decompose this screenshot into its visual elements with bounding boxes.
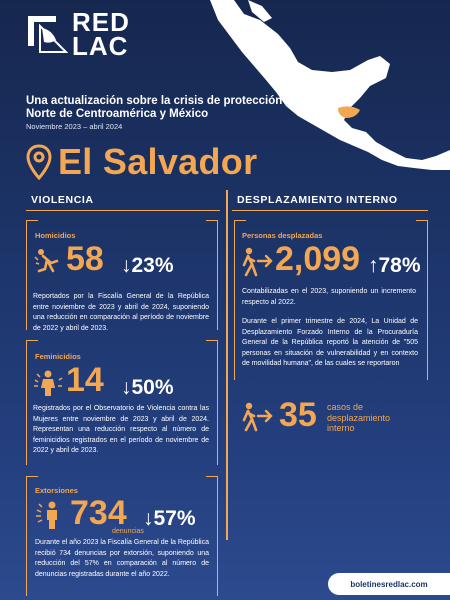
person-threat-icon — [35, 500, 65, 530]
desplazadas-label: Personas desplazadas — [242, 231, 323, 240]
procuraduria-description: Durante el primer trimestre de 2024, La Unidad de Desplazamiento Forzado Interno de la Procuraduría General de la República reportó la atención de "505 personas en situación de vulnerabilidad y en contexto de movilidad humana", de las cuales se reportaron — [242, 318, 418, 368]
extorsiones-unit: denuncias — [112, 528, 144, 535]
redlac-logo — [26, 7, 146, 61]
person-walking-arrow-icon — [240, 402, 274, 432]
brand-line-2: LAC — [72, 31, 129, 61]
homicidios-description: Reportados por la Fiscalía General de la República entre noviembre de 2023 y abril de 2024, suponiendo una reducción en comparación al período de noviembre de 2022 y abril de 2023. — [33, 293, 209, 332]
casos-caption: casos de desplazamiento interno — [327, 402, 391, 433]
person-walking-arrow-icon — [240, 247, 274, 277]
homicidios-change: ↓23% — [121, 254, 174, 277]
woman-victim-icon — [33, 368, 63, 398]
feminicidios-number: 14 — [66, 361, 104, 399]
section-title-desplazamiento: DESPLAZAMIENTO INTERNO — [237, 194, 398, 206]
country-title — [26, 140, 257, 184]
extorsiones-label: Extorsiones — [35, 486, 78, 495]
desplazadas-description: Contabilizadas en el 2023, suponiendo un incremento respecto al 2022. — [242, 288, 416, 306]
desplazadas-number: 2,099 — [275, 240, 361, 278]
feminicidios-description: Registrados por el Observatorio de Violencia contra las Mujeres entre noviembre de 2023 y abril de 2024. Representan una reducción respecto al número de feminicidios registrados en el período de noviembre de 2022 y abril de 2023. — [33, 405, 209, 455]
feminicidios-label: Feminicidios — [35, 352, 81, 361]
desplazadas-change: ↑78% — [368, 254, 421, 277]
divider — [26, 210, 220, 211]
country-name: El Salvador — [58, 141, 258, 182]
brand-line-1: RED — [72, 7, 130, 37]
extorsiones-number: 734 — [70, 494, 127, 532]
extorsiones-description: Durante el año 2023 la Fiscalía General de la República recibió 734 denuncias por extorsión, suponiendo una reducción del 57% en comparación al número de denuncias registradas durante el año 2022. — [35, 539, 209, 578]
homicidios-number: 58 — [66, 240, 104, 278]
casos-number: 35 — [279, 396, 317, 434]
victim-falling-icon — [33, 247, 61, 275]
headline: Una actualización sobre la crisis de protección en el Norte de Centroamérica y México — [26, 95, 312, 120]
extorsiones-change: ↓57% — [143, 507, 196, 530]
section-title-violencia: VIOLENCIA — [31, 194, 94, 206]
homicidios-label: Homicidios — [35, 231, 76, 240]
date-range: Noviembre 2023 – abril 2024 — [26, 122, 123, 131]
feminicidios-change: ↓50% — [121, 376, 174, 399]
divider — [232, 210, 428, 211]
website-link[interactable]: boletinesredlac.com — [328, 573, 450, 595]
redlac-logo-mark-icon — [26, 12, 68, 54]
column-divider — [226, 190, 228, 540]
location-pin-icon — [26, 144, 52, 180]
